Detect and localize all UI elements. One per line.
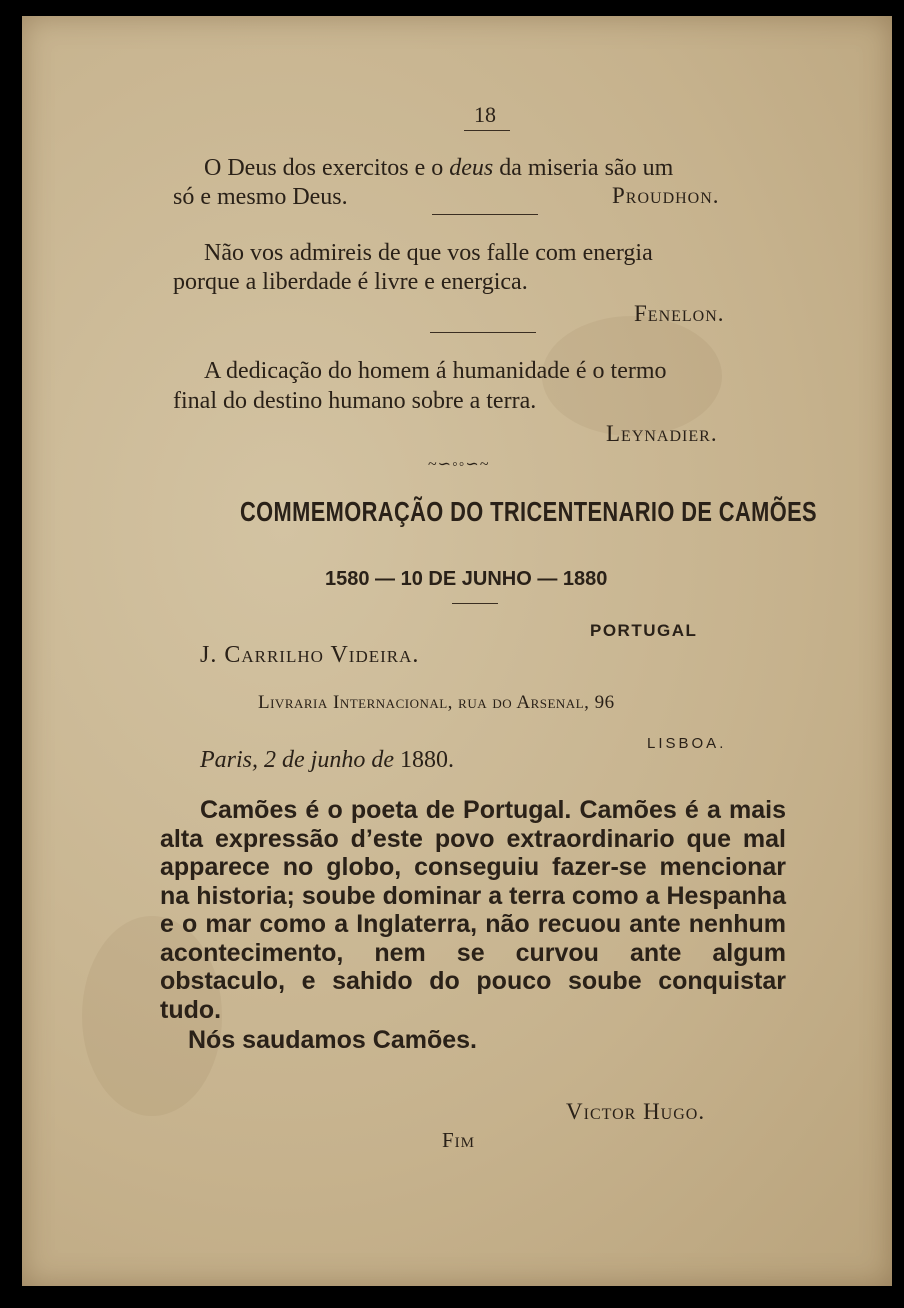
address-city: LISBOA. <box>647 735 727 752</box>
letter-signature: Victor Hugo. <box>566 1099 706 1124</box>
quote-separator <box>432 214 538 215</box>
letter-closing: Nós saudamos Camões. <box>188 1026 477 1054</box>
quote-3-line-1: A dedicação do homem á humanidade é o termo <box>204 358 667 384</box>
letter-addressee: J. Carrilho Videira. <box>200 642 420 668</box>
letter-body <box>160 796 786 1055</box>
quote-2-line-2: porque a liberdade é livre e energica. <box>173 269 528 295</box>
address-country: PORTUGAL <box>590 621 698 640</box>
letter-dateline: Paris, 2 de junho de 1880. <box>200 747 454 773</box>
quote-1-line-2: só e mesmo Deus. <box>173 184 348 210</box>
quote-separator <box>430 332 536 333</box>
quote-1-author: Proudhon. <box>612 183 720 208</box>
end-mark: Fim <box>442 1128 476 1152</box>
letter-address: Livraria Internacional, rua do Arsenal, 96 <box>258 692 615 713</box>
book-page <box>22 16 892 1286</box>
quote-3-line-2: final do destino humano sobre a terra. <box>173 388 537 414</box>
heading-rule <box>452 603 498 604</box>
quote-2-line-1: Não vos admireis de que vos falle com energia <box>204 240 653 266</box>
quote-2-author: Fenelon. <box>634 301 725 326</box>
quote-1-line-1: O Deus dos exercitos e o deus da miseria são um <box>204 155 674 181</box>
section-subheading: 1580 — 10 DE JUNHO — 1880 <box>325 568 608 590</box>
page-number: 18 <box>474 102 496 127</box>
quote-3-author: Leynadier. <box>606 421 718 446</box>
letter-body-paragraph: Camões é o poeta de Portugal. Camões é a mais alta expressão d’este povo extraordinario que mal apparece no globo, conseguiu fazer-se mencionar na historia; soube dominar a terra como a Hespanha e o mar como a Inglaterra, não recuou ante nenhum acontecimento, nem se curvou ante algum obstaculo, e sahido do pouco soube conquistar tudo. <box>160 796 786 1024</box>
ornament-divider: ~∽◦◦∽~ <box>428 456 490 473</box>
page-number-rule <box>464 130 510 131</box>
section-heading: COMMEMORAÇÃO DO TRICENTENARIO DE CAMÕES <box>240 496 817 527</box>
